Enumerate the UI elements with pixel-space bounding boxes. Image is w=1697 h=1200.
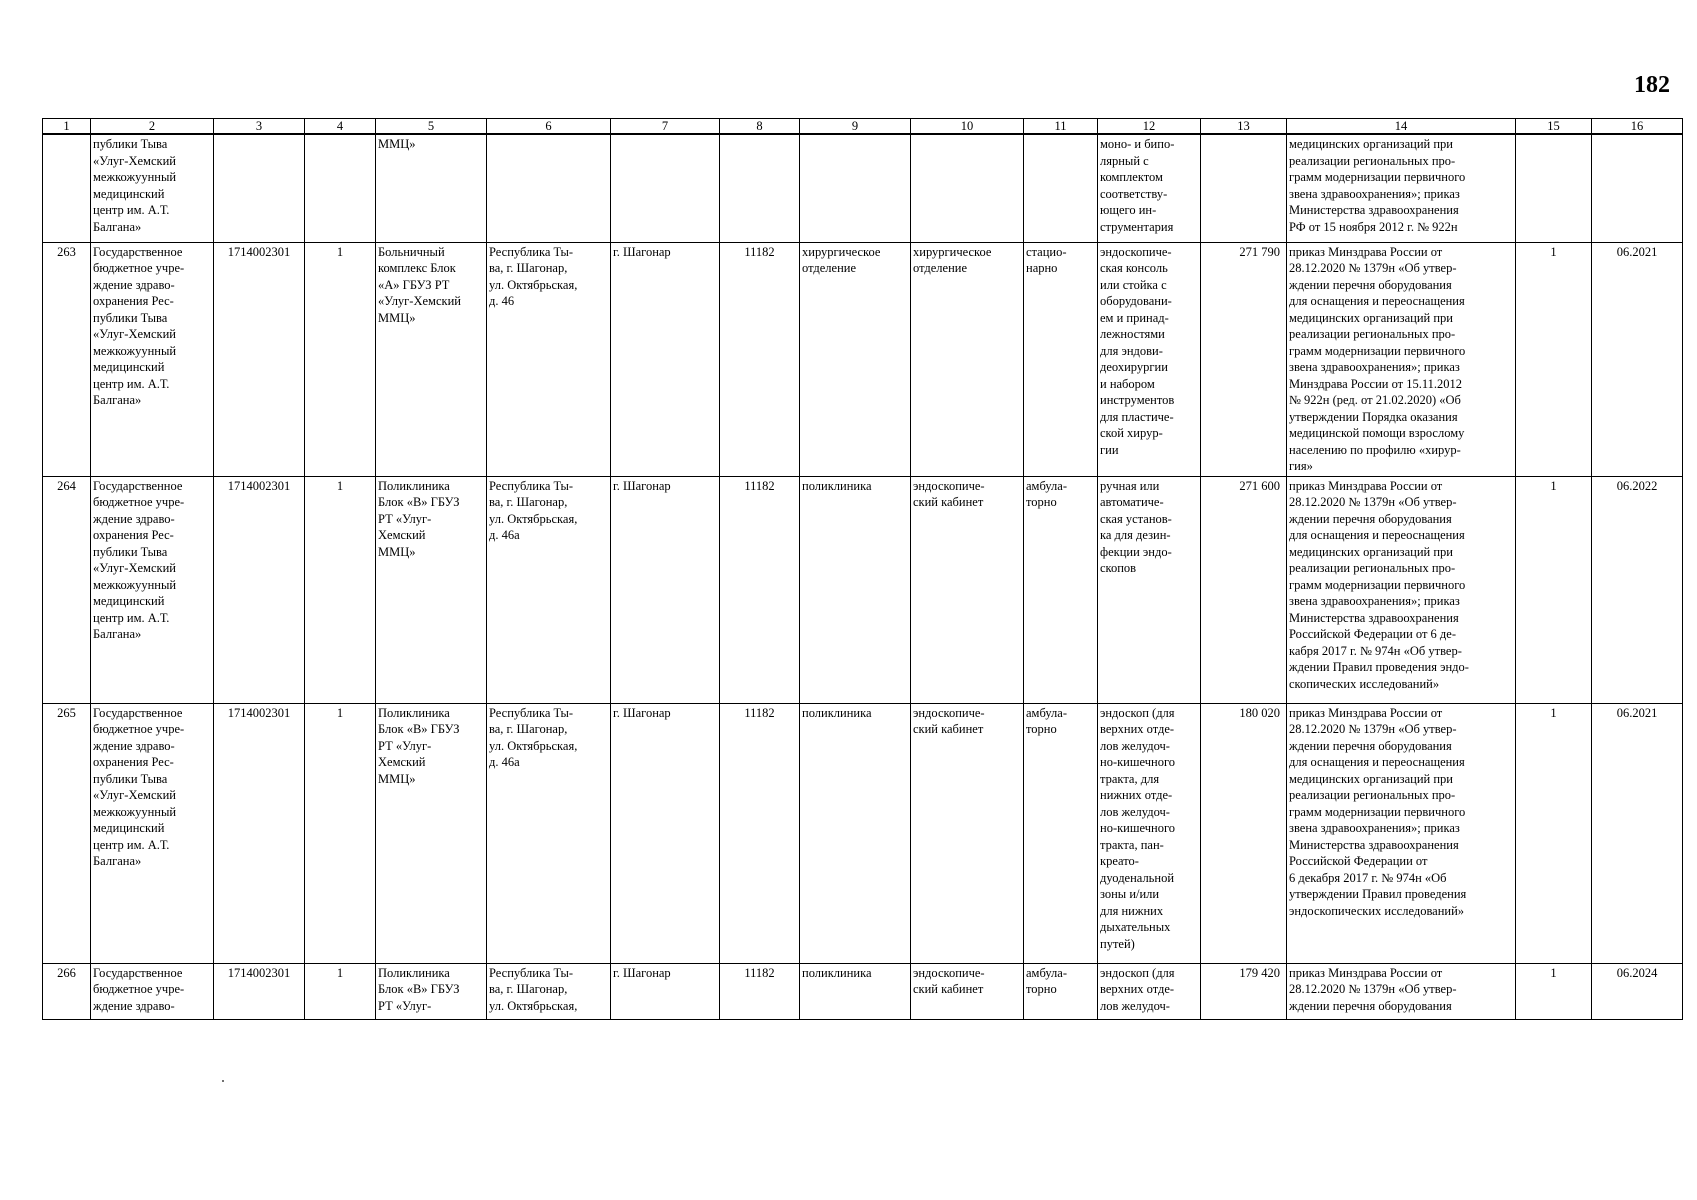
count: 1 [1516, 242, 1592, 476]
locality: г. Шагонар [611, 476, 720, 703]
column-header: 14 [1287, 119, 1516, 135]
equipment-name: ручная или автоматиче- ская установ- ка для дезин- фекции эндо- скопов [1098, 476, 1201, 703]
building-name: Больничный комплекс Блок «А» ГБУЗ РТ «Улуг-Хемский ММЦ» [376, 242, 487, 476]
equipment-name: моно- и бипо- лярный с комплектом соответству- ющего ин- струментария [1098, 134, 1201, 242]
quantity-code: 1 [305, 476, 376, 703]
count: 1 [1516, 963, 1592, 1019]
inn: 1714002301 [214, 963, 305, 1019]
scan-speck [222, 1080, 224, 1082]
inn: 1714002301 [214, 476, 305, 703]
row-number: 266 [43, 963, 91, 1019]
unit: поликлиника [800, 963, 911, 1019]
column-header: 4 [305, 119, 376, 135]
equipment-registry-table [42, 118, 1683, 1020]
inn: 1714002301 [214, 703, 305, 963]
building-name: Поликлиника Блок «В» ГБУЗ РТ «Улуг- Хемский ММЦ» [376, 703, 487, 963]
inn [214, 134, 305, 242]
care-form: амбула- торно [1024, 703, 1098, 963]
institution-name: Государственное бюджетное учре- ждение здраво- [91, 963, 214, 1019]
row-number: 265 [43, 703, 91, 963]
date: 06.2024 [1592, 963, 1683, 1019]
address [487, 134, 611, 242]
count: 1 [1516, 476, 1592, 703]
equipment-name: эндоскопиче- ская консоль или стойка с оборудовани- ем и принад- лежностями для эндови- деохирургии и набором инструментов для пластиче- ской хирур- гии [1098, 242, 1201, 476]
column-header: 3 [214, 119, 305, 135]
legal-basis: медицинских организаций при реализации региональных про- грамм модернизации первичного звена здравоохранения»; приказ Министерства здравоохранения РФ от 15 ноября 2012 г. № 922н [1287, 134, 1516, 242]
locality-code [720, 134, 800, 242]
unit [800, 134, 911, 242]
page-number: 182 [1634, 72, 1670, 98]
locality [611, 134, 720, 242]
price: 271 600 [1201, 476, 1287, 703]
table-row [43, 703, 1683, 963]
table-row [43, 134, 1683, 242]
locality-code: 11182 [720, 242, 800, 476]
care-form: амбула- торно [1024, 963, 1098, 1019]
legal-basis: приказ Минздрава России от 28.12.2020 № 1379н «Об утвер- ждении перечня оборудования для оснащения и переоснащения медицинских организаций при реализации региональных про- грамм модернизации первичного звена здравоохранения»; приказ Министерства здравоохранения Российской Федерации от 6 декабря 2017 г. № 974н «Об утверждении Правил проведения эндоскопических исследований» [1287, 703, 1516, 963]
column-header: 10 [911, 119, 1024, 135]
equipment-name: эндоскоп (для верхних отде- лов желудоч- но-кишечного тракта, для нижних отде- лов желудоч- но-кишечного тракта, пан- креато- дуоденальной зоны и/или для нижних дыхательных путей) [1098, 703, 1201, 963]
unit: поликлиника [800, 476, 911, 703]
count [1516, 134, 1592, 242]
count: 1 [1516, 703, 1592, 963]
institution-name: публики Тыва «Улуг-Хемский межкожуунный медицинский центр им. А.Т. Балгана» [91, 134, 214, 242]
column-header: 6 [487, 119, 611, 135]
column-header: 12 [1098, 119, 1201, 135]
institution-name: Государственное бюджетное учре- ждение здраво- охранения Рес- публики Тыва «Улуг-Хемский межкожуунный медицинский центр им. А.Т. Балгана» [91, 476, 214, 703]
equipment-name: эндоскоп (для верхних отде- лов желудоч- [1098, 963, 1201, 1019]
subunit: эндоскопиче- ский кабинет [911, 703, 1024, 963]
table-row [43, 242, 1683, 476]
building-name: Поликлиника Блок «В» ГБУЗ РТ «Улуг- Хемский ММЦ» [376, 476, 487, 703]
date: 06.2022 [1592, 476, 1683, 703]
price: 271 790 [1201, 242, 1287, 476]
building-name: ММЦ» [376, 134, 487, 242]
care-form [1024, 134, 1098, 242]
quantity-code: 1 [305, 703, 376, 963]
subunit: эндоскопиче- ский кабинет [911, 963, 1024, 1019]
subunit: хирургическое отделение [911, 242, 1024, 476]
locality: г. Шагонар [611, 242, 720, 476]
table-row [43, 476, 1683, 703]
locality: г. Шагонар [611, 703, 720, 963]
column-number-header-row [43, 119, 1683, 135]
column-header: 8 [720, 119, 800, 135]
locality: г. Шагонар [611, 963, 720, 1019]
quantity-code: 1 [305, 963, 376, 1019]
column-header: 9 [800, 119, 911, 135]
address: Республика Ты- ва, г. Шагонар, ул. Октябрьская, д. 46а [487, 703, 611, 963]
unit: хирургическое отделение [800, 242, 911, 476]
subunit: эндоскопиче- ский кабинет [911, 476, 1024, 703]
legal-basis: приказ Минздрава России от 28.12.2020 № 1379н «Об утвер- ждении перечня оборудования для оснащения и переоснащения медицинских организаций при реализации региональных про- грамм модернизации первичного звена здравоохранения»; приказ Минздрава России от 15.11.2012 № 922н (ред. от 21.02.2020) «Об утверждении Порядка оказания медицинской помощи взрослому населению по профилю «хирур- гия» [1287, 242, 1516, 476]
address: Республика Ты- ва, г. Шагонар, ул. Октябрьская, [487, 963, 611, 1019]
column-header: 15 [1516, 119, 1592, 135]
date: 06.2021 [1592, 703, 1683, 963]
legal-basis: приказ Минздрава России от 28.12.2020 № 1379н «Об утвер- ждении перечня оборудования [1287, 963, 1516, 1019]
date: 06.2021 [1592, 242, 1683, 476]
table-row [43, 963, 1683, 1019]
column-header: 1 [43, 119, 91, 135]
row-number: 264 [43, 476, 91, 703]
locality-code: 11182 [720, 963, 800, 1019]
unit: поликлиника [800, 703, 911, 963]
address: Республика Ты- ва, г. Шагонар, ул. Октябрьская, д. 46 [487, 242, 611, 476]
row-number: 263 [43, 242, 91, 476]
price: 179 420 [1201, 963, 1287, 1019]
locality-code: 11182 [720, 476, 800, 703]
column-header: 7 [611, 119, 720, 135]
column-header: 16 [1592, 119, 1683, 135]
institution-name: Государственное бюджетное учре- ждение здраво- охранения Рес- публики Тыва «Улуг-Хемский межкожуунный медицинский центр им. А.Т. Балгана» [91, 242, 214, 476]
quantity-code [305, 134, 376, 242]
date [1592, 134, 1683, 242]
column-header: 13 [1201, 119, 1287, 135]
column-header: 11 [1024, 119, 1098, 135]
row-number [43, 134, 91, 242]
quantity-code: 1 [305, 242, 376, 476]
care-form: амбула- торно [1024, 476, 1098, 703]
institution-name: Государственное бюджетное учре- ждение здраво- охранения Рес- публики Тыва «Улуг-Хемский межкожуунный медицинский центр им. А.Т. Балгана» [91, 703, 214, 963]
price [1201, 134, 1287, 242]
building-name: Поликлиника Блок «В» ГБУЗ РТ «Улуг- [376, 963, 487, 1019]
price: 180 020 [1201, 703, 1287, 963]
locality-code: 11182 [720, 703, 800, 963]
legal-basis: приказ Минздрава России от 28.12.2020 № 1379н «Об утвер- ждении перечня оборудования для оснащения и переоснащения медицинских организаций при реализации региональных про- грамм модернизации первичного звена здравоохранения»; приказ Министерства здравоохранения Российской Федерации от 6 де- кабря 2017 г. № 974н «Об утвер- ждении Правил проведения эндо- скопических исследований» [1287, 476, 1516, 703]
care-form: стацио- нарно [1024, 242, 1098, 476]
column-header: 5 [376, 119, 487, 135]
subunit [911, 134, 1024, 242]
inn: 1714002301 [214, 242, 305, 476]
address: Республика Ты- ва, г. Шагонар, ул. Октябрьская, д. 46а [487, 476, 611, 703]
column-header: 2 [91, 119, 214, 135]
